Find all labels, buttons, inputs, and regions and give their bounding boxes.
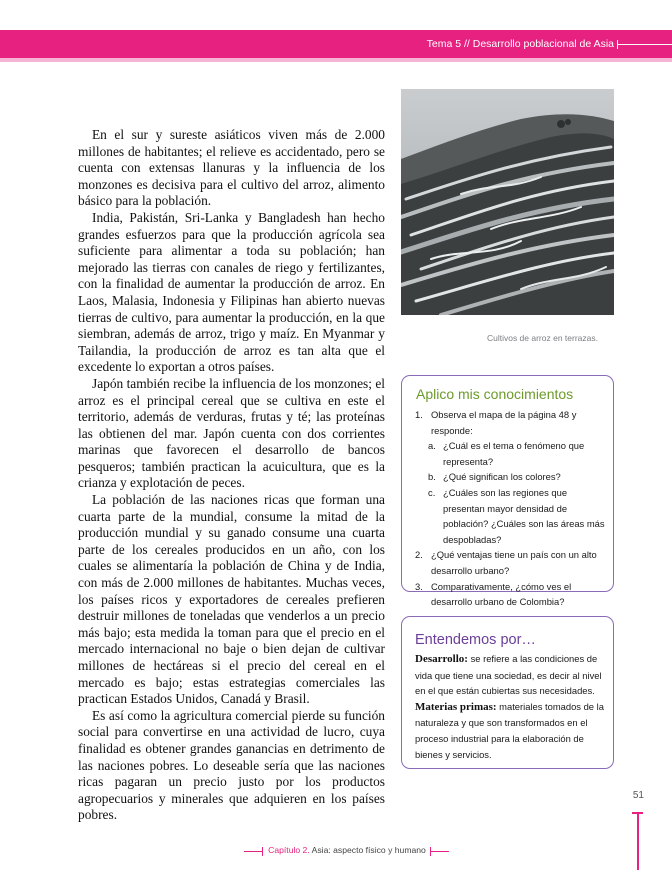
- body-paragraph: La población de las naciones ricas que forman una cuarta parte de la mundial, consume la mitad de la producción mundial y su ganado consume una cuarta parte de los cereales producidos en un año, con los cuales se alimentaría la población de China y de India, con más de 2.000 millones de habitantes. Muchas veces, los países ricos y exportadores de cereales prefieren destruir millones de toneladas que venderlos a un precio más bajo; esta medida la toman para que el precio en el mercado internacional no baje o bien dejan de cultivar millones de hectáreas si el precio del cereal en el mercado es bajo; estas estrategias comerciales las practican Estados Unidos, Canadá y Brasil.: [78, 492, 385, 707]
- aplico-box: [401, 375, 614, 608]
- item-text: Observa el mapa de la página 48 y responde:: [431, 409, 577, 436]
- glossary-definition: se refiere a las condiciones de vida que tiene una sociedad, es decir al nivel en el que están cubiertas sus necesidades.: [415, 653, 602, 697]
- item-text: ¿Qué ventajas tiene un país con un alto desarrollo urbano?: [431, 549, 597, 576]
- item-number: b.: [428, 471, 436, 483]
- list-item: [415, 407, 605, 438]
- item-text: ¿Cuál es el tema o fenómeno que representa?: [443, 440, 585, 467]
- aplico-list: [415, 407, 605, 610]
- glossary-definition: materiales tomados de la naturaleza y que son transformados en el proceso industrial para la elaboración de bienes y servicios.: [415, 700, 604, 760]
- glossary-term: Materias primas:: [415, 700, 497, 713]
- page-number: 51: [632, 790, 644, 801]
- item-text: ¿Cuáles son las regiones que presentan mayor densidad de población? ¿Cuáles son las áreas más despobladas?: [443, 486, 605, 545]
- entendemos-box: [401, 616, 614, 769]
- footer-tick-left: [262, 847, 263, 856]
- glossary-term: Desarrollo:: [415, 653, 468, 665]
- section-title: Tema 5 // Desarrollo poblacional de Asia: [426, 38, 614, 50]
- body-paragraph: Japón también recibe la influencia de los monzones; el arroz es el principal cereal que se cultiva en este el territorio, además de verduras, frutas y té; las proteínas las obtienen del mar. Japón cuenta con dos corrientes marinas que favorecen el desarrollo de bancos pesqueros; también practican la acuicultura, que es la crianza y explotación de peces.: [78, 375, 386, 491]
- list-item: [415, 485, 605, 547]
- main-text-column: [78, 127, 385, 824]
- header-rule: [618, 44, 672, 45]
- item-number: a.: [428, 440, 436, 452]
- item-number: 2.: [415, 549, 423, 561]
- body-paragraph: En el sur y sureste asiáticos viven más de 2.000 millones de habitantes; el relieve es accidentado, pero se cuenta con extensas llanuras y la influencia de los monzones es decisiva para el cultivo del arroz, alimento básico para la población.: [78, 127, 385, 209]
- item-number: 1.: [415, 409, 423, 420]
- header-band-light: [0, 58, 672, 62]
- footer-subtitle: Asia: aspecto físico y humano: [311, 845, 426, 855]
- photo-caption: Cultivos de arroz en terrazas.: [486, 333, 598, 343]
- item-text: ¿Qué significan los colores?: [443, 471, 561, 483]
- entendemos-title: Entendemos por…: [415, 632, 536, 648]
- page-marker-line: [637, 812, 639, 870]
- list-item: [415, 469, 605, 485]
- item-number: c.: [428, 486, 436, 498]
- rice-terraces-photo: [401, 89, 614, 315]
- footer-rule-right: [431, 851, 449, 852]
- glossary: [415, 651, 607, 762]
- footer: [244, 845, 449, 857]
- footer-text: [266, 845, 428, 855]
- rice-terraces-image: [401, 89, 614, 315]
- body-paragraph: India, Pakistán, Sri-Lanka y Bangladesh han hecho grandes esfuerzos para que la producción agrícola sea suficiente para alimentar a toda su población; han mejorado las tierras con canales de riego y fertilizantes, con la finalidad de aumentar la producción de arroz. En Laos, Malasia, Indonesia y Filipinas han abierto nuevas tierras de cultivo, para aumentar la producción, en la que siembran, además de arroz, trigo y maíz. En Myanmar y Tailandia, la producción de arroz es tan alta que el excedente lo exportan a otros países.: [78, 209, 385, 375]
- item-text: Comparativamente, ¿cómo ves el desarrollo urbano de Colombia?: [431, 580, 572, 608]
- body-paragraph: Es así como la agricultura comercial pierde su función social para convertirse en una actividad de lucro, cuya finalidad es obtener grandes ganancias en detrimento de las naciones pobres. Lo deseable sería que las naciones ricas pagaran un precio justo por los productos agropecuarios y minerales que adquieren en los países pobres.: [78, 707, 385, 823]
- footer-rule-left: [244, 851, 262, 852]
- list-item: [415, 547, 605, 578]
- item-number: 3.: [415, 580, 423, 592]
- footer-chapter: Capítulo 2.: [268, 845, 310, 855]
- list-item: [415, 438, 605, 469]
- list-item: [415, 579, 605, 610]
- aplico-title: Aplico mis conocimientos: [416, 386, 574, 402]
